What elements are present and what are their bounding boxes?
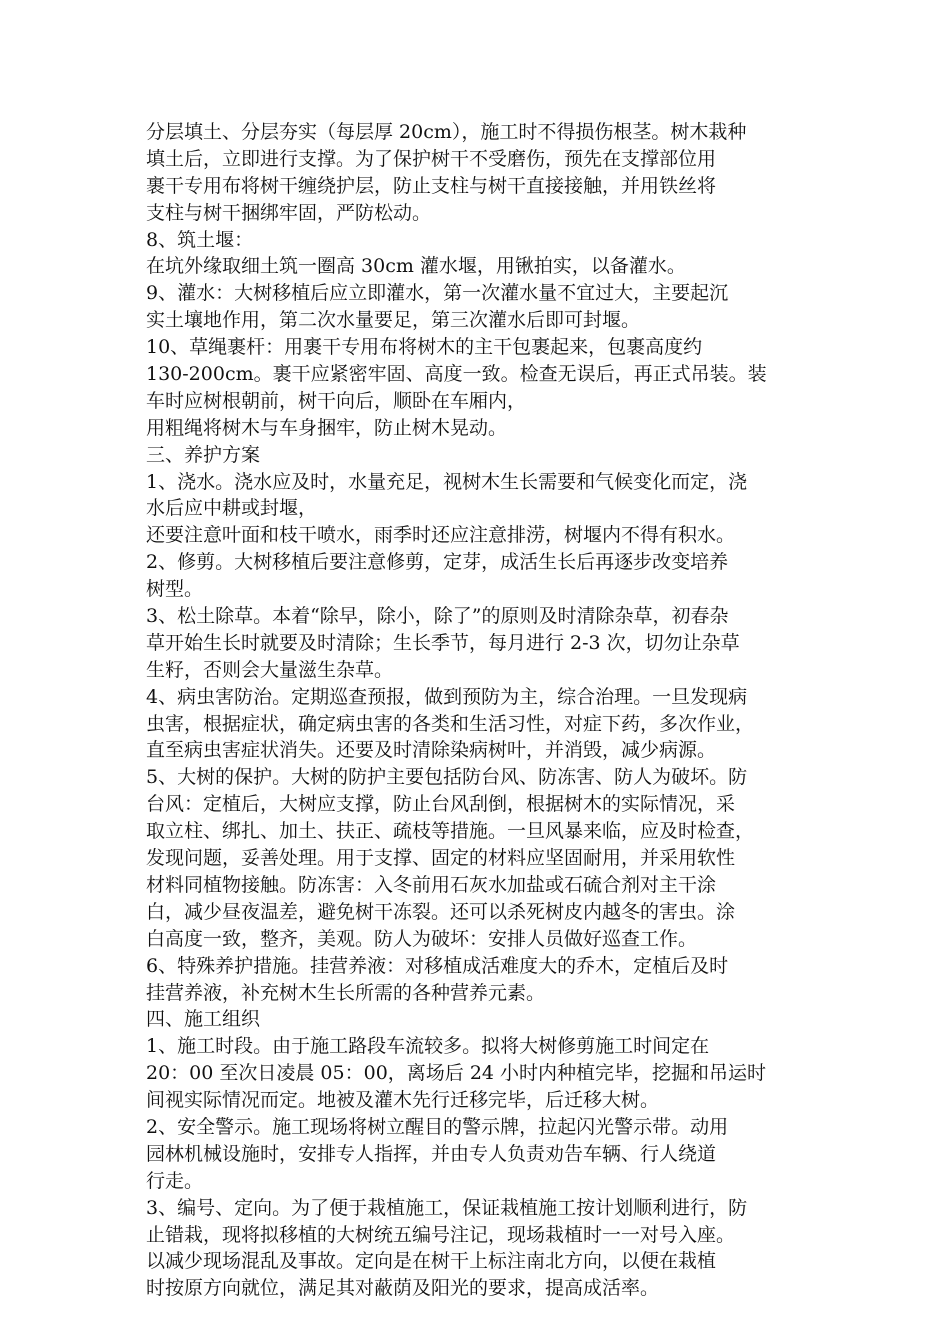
- text-line: 2、修剪。大树移植后要注意修剪，定芽，成活生长后再逐步改变培养: [146, 551, 729, 574]
- text-line: 3、编号、定向。为了便于栽植施工，保证栽植施工按计划顺利进行，防: [146, 1196, 748, 1219]
- text-line: 虫害，根据症状，确定病虫害的各类和生活习性，对症下药，多次作业，: [146, 712, 755, 735]
- text-line: 树型。: [146, 578, 204, 601]
- text-line: 20：00 至次日凌晨 05：00，离场后 24 小时内种植完毕，挖掘和吊运时: [146, 1062, 767, 1085]
- text-line: 用粗绳将树木与车身捆牢，防止树木晃动。: [146, 416, 508, 439]
- section-heading: 四、施工组织: [146, 1008, 261, 1031]
- text-line: 挂营养液，补充树木生长所需的各种营养元素。: [146, 981, 546, 1004]
- text-line: 1、浇水。浇水应及时，水量充足，视树木生长需要和气候变化而定，浇: [146, 470, 748, 493]
- text-line: 10、草绳裹杆：用裹干专用布将树木的主干包裹起来，包裹高度约: [146, 336, 703, 359]
- text-line: 生籽，否则会大量滋生杂草。: [146, 658, 394, 681]
- section-heading: 8、筑土堰：: [146, 228, 254, 251]
- text-line: 园林机械设施时，安排专人指挥，并由专人负责劝告车辆、行人绕道: [146, 1142, 717, 1165]
- text-line: 实土壤地作用，第二次水量要足，第三次灌水后即可封堰。: [146, 309, 641, 332]
- text-line: 台风：定植后，大树应支撑，防止台风刮倒，根据树木的实际情况，采: [146, 793, 736, 816]
- text-line: 止错栽，现将拟移植的大树统五编号注记，现场栽植时一一对号入座。: [146, 1223, 736, 1246]
- text-line: 2、安全警示。施工现场将树立醒目的警示牌，拉起闪光警示带。动用: [146, 1115, 729, 1138]
- text-line: 还要注意叶面和枝干喷水，雨季时还应注意排涝，树堰内不得有积水。: [146, 524, 736, 547]
- text-line: 130-200cm。裹干应紧密牢固、高度一致。检查无误后，再正式吊装。装: [146, 363, 767, 386]
- text-line: 白，减少昼夜温差，避免树干冻裂。还可以杀死树皮内越冬的害虫。涂: [146, 900, 736, 923]
- text-line: 支柱与树干捆绑牢固，严防松动。: [146, 201, 432, 224]
- text-line: 裹干专用布将树干缠绕护层，防止支柱与树干直接接触，并用铁丝将: [146, 174, 717, 197]
- text-line: 9、灌水：大树移植后应立即灌水，第一次灌水量不宜过大，主要起沉: [146, 282, 729, 305]
- text-line: 材料同植物接触。防冻害：入冬前用石灰水加盐或石硫合剂对主干涂: [146, 873, 717, 896]
- text-line: 间视实际情况而定。地被及灌木先行迁移完毕，后迁移大树。: [146, 1089, 660, 1112]
- text-line: 6、特殊养护措施。挂营养液：对移植成活难度大的乔木，定植后及时: [146, 954, 729, 977]
- section-heading: 三、养护方案: [146, 443, 261, 466]
- text-line: 白高度一致，整齐，美观。防人为破坏：安排人员做好巡查工作。: [146, 927, 698, 950]
- document-body: [146, 119, 826, 1302]
- text-line: 直至病虫害症状消失。还要及时清除染病树叶，并消毁，减少病源。: [146, 739, 717, 762]
- text-line: 4、病虫害防治。定期巡查预报，做到预防为主，综合治理。一旦发现病: [146, 685, 748, 708]
- text-line: 分层填土、分层夯实（每层厚 20cm），施工时不得损伤根茎。树木栽种: [146, 121, 747, 143]
- text-line: 时按原方向就位，满足其对蔽荫及阳光的要求，提高成活率。: [146, 1277, 660, 1300]
- text-line: 取立柱、绑扎、加土、扶正、疏枝等措施。一旦风暴来临，应及时检查，: [146, 820, 755, 843]
- text-line: 发现问题，妥善处理。用于支撑、固定的材料应坚固耐用，并采用软性: [146, 847, 736, 870]
- text-line: 水后应中耕或封堰，: [146, 497, 318, 520]
- text-line: 3、松土除草。本着“除早，除小，除了”的原则及时清除杂草，初春杂: [146, 605, 729, 628]
- text-line: 车时应树根朝前，树干向后，顺卧在车厢内，: [146, 389, 527, 412]
- text-line: 行走。: [146, 1169, 204, 1192]
- text-line: 草开始生长时就要及时清除；生长季节，每月进行 2-3 次，切勿让杂草: [146, 631, 740, 654]
- text-line: 在坑外缘取细土筑一圈高 30cm 灌水堰，用锹拍实，以备灌水。: [146, 255, 686, 278]
- text-line: 填土后，立即进行支撑。为了保护树干不受磨伤，预先在支撑部位用: [146, 147, 717, 170]
- text-line: 以减少现场混乱及事故。定向是在树干上标注南北方向，以便在栽植: [146, 1250, 717, 1273]
- text-line: 1、施工时段。由于施工路段车流较多。拟将大树修剪施工时间定在: [146, 1035, 710, 1058]
- text-line: 5、大树的保护。大树的防护主要包括防台风、防冻害、防人为破坏。防: [146, 766, 748, 789]
